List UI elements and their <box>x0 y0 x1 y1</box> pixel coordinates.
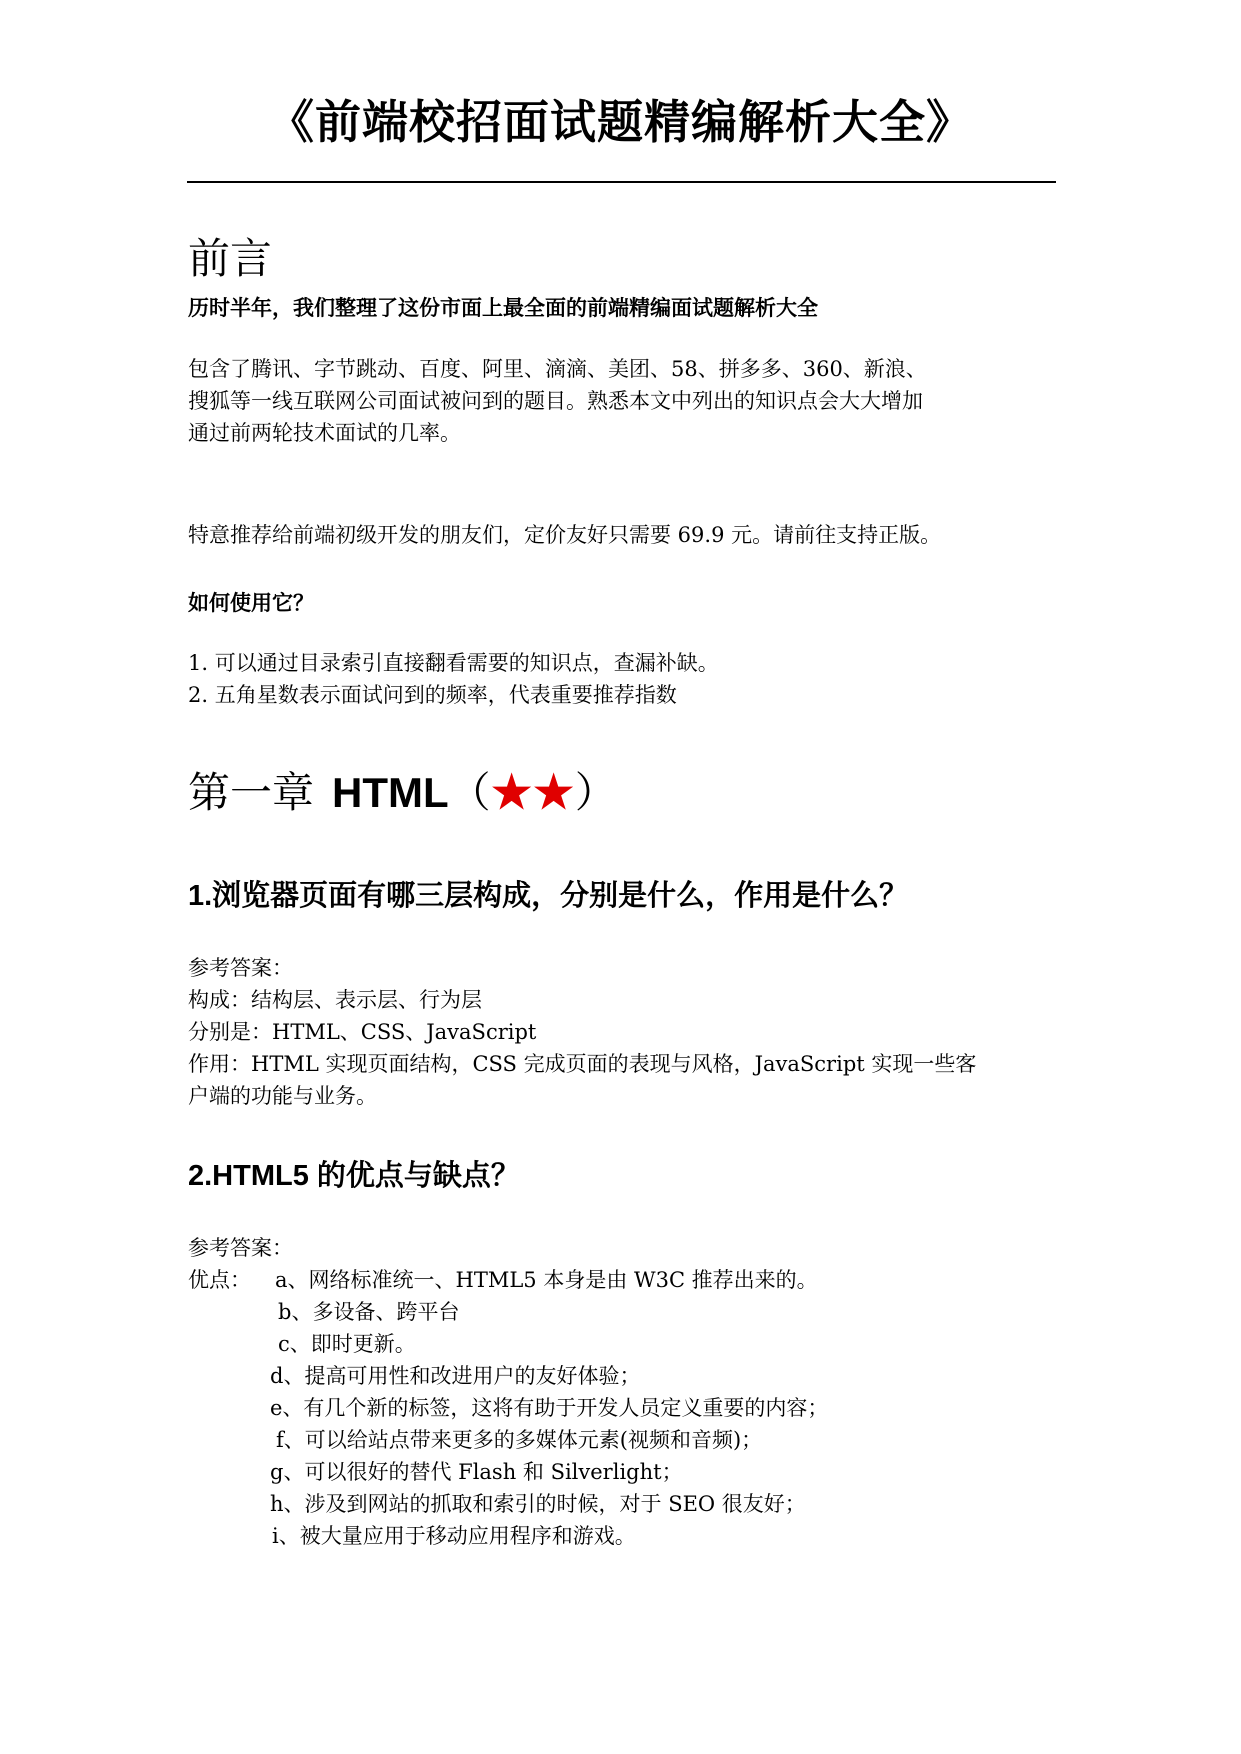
q2-pro-d: d、提高可用性和改进用户的友好体验； <box>270 1364 641 1388</box>
chapter-heading <box>188 760 617 820</box>
q1-answer-label: 参考答案： <box>188 956 293 980</box>
star-rating-icon: ★★ <box>490 768 575 817</box>
document-title: 《前端校招面试题精编解析大全》 <box>268 96 973 148</box>
title-divider <box>187 181 1056 183</box>
q2-pro-g: g、可以很好的替代 Flash 和 Silverlight； <box>270 1460 683 1484</box>
preface-paragraph-line-1: 包含了腾讯、字节跳动、百度、阿里、滴滴、美团、58、拼多多、360、新浪、 <box>188 357 927 381</box>
q2-pros-label: 优点： <box>188 1268 251 1292</box>
q1-line-4: 户端的功能与业务。 <box>188 1084 377 1108</box>
q1-line-2: 分别是：HTML、CSS、JavaScript <box>188 1020 537 1044</box>
chapter-close-paren: ） <box>574 768 617 817</box>
chapter-name: HTML <box>332 769 449 816</box>
preface-bold-intro: 历时半年，我们整理了这份市面上最全面的前端精编面试题解析大全 <box>188 297 818 320</box>
preface-paragraph-line-3: 通过前两轮技术面试的几率。 <box>188 421 461 445</box>
how-to-item-1: 1. 可以通过目录索引直接翻看需要的知识点，查漏补缺。 <box>188 651 719 675</box>
q1-line-3: 作用：HTML 实现页面结构，CSS 完成页面的表现与风格，JavaScript 实现一些客 <box>188 1052 977 1076</box>
q2-heading: 2.HTML5 的优点与缺点？ <box>188 1160 520 1192</box>
q2-pro-e: e、有几个新的标签，这将有助于开发人员定义重要的内容； <box>270 1396 829 1420</box>
q1-line-1: 构成：结构层、表示层、行为层 <box>188 988 482 1012</box>
q2-pro-h: h、涉及到网站的抓取和索引的时候，对于 SEO 很友好； <box>270 1492 806 1516</box>
preface-paragraph-line-2: 搜狐等一线互联网公司面试被问到的题目。熟悉本文中列出的知识点会大大增加 <box>188 389 923 413</box>
q2-pro-a: a、网络标准统一、HTML5 本身是由 W3C 推荐出来的。 <box>275 1268 818 1292</box>
q2-pro-i: i、被大量应用于移动应用程序和游戏。 <box>272 1524 636 1548</box>
q2-answer-label: 参考答案： <box>188 1236 293 1260</box>
chapter-open-paren: （ <box>448 768 491 817</box>
preface-heading: 前言 <box>188 234 273 283</box>
q1-heading: 1.浏览器页面有哪三层构成，分别是什么，作用是什么？ <box>188 880 909 912</box>
how-to-heading: 如何使用它？ <box>188 592 314 615</box>
chapter-prefix: 第一章 <box>188 768 315 817</box>
q2-pro-c: c、即时更新。 <box>278 1332 416 1356</box>
how-to-item-2: 2. 五角星数表示面试问到的频率，代表重要推荐指数 <box>188 683 677 707</box>
q2-pro-b: b、多设备、跨平台 <box>278 1300 460 1324</box>
preface-recommend: 特意推荐给前端初级开发的朋友们，定价友好只需要 69.9 元。请前往支持正版。 <box>188 523 942 547</box>
q2-pro-f: f、可以给站点带来更多的多媒体元素(视频和音频)； <box>276 1428 763 1452</box>
